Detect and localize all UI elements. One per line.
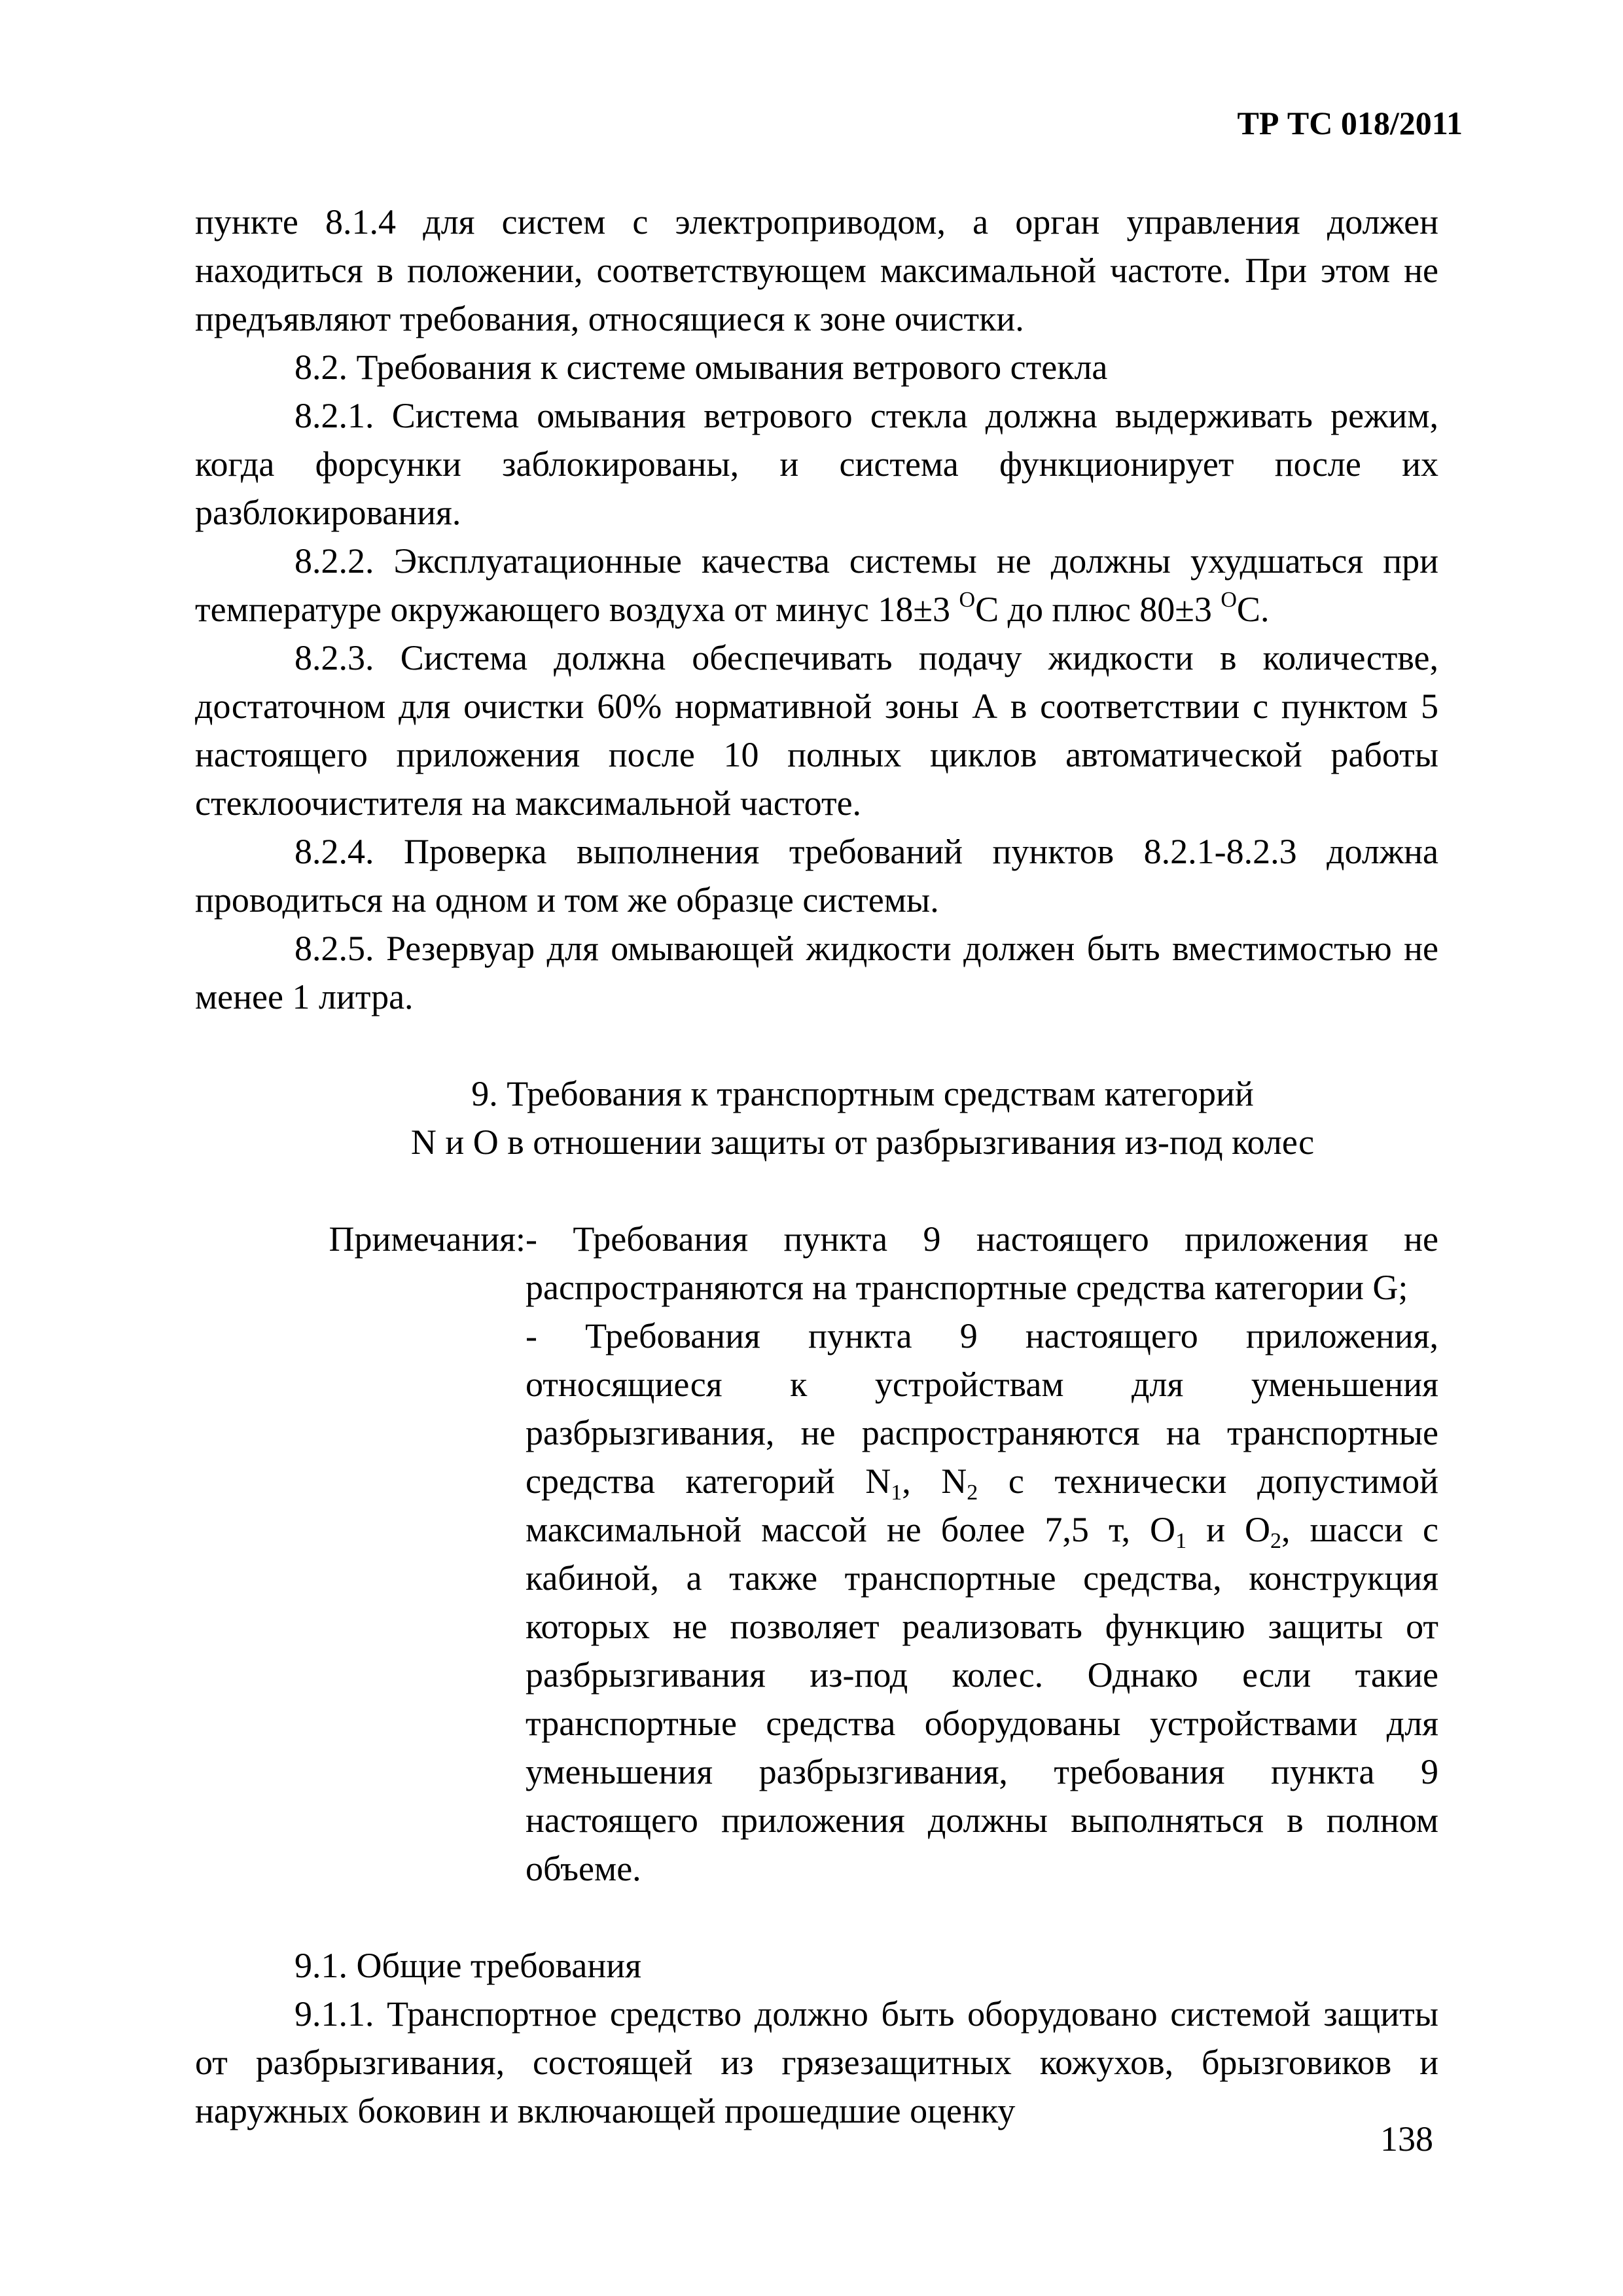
section-heading-9-line2: N и O в отношении защиты от разбрызгивания из-под колес — [410, 1122, 1315, 1162]
paragraph-8-2-1: 8.2.1. Система омывания ветрового стекла должна выдерживать режим, когда форсунки заблокированы, и система функционирует после их разблокирования. — [195, 396, 1438, 532]
note-1: - Требования пункта 9 настоящего приложения не распространяются на транспортные средства категории G; — [526, 1219, 1438, 1307]
note-2: - Требования пункта 9 настоящего приложения, относящиеся к устройствам для уменьшения разбрызгивания, не распространяются на транспортные средства категорий $N_1$, $N_2$ с технически допустимой максимальной массой не более 7,5 т, $O_1$ и $O_2$, шасси с кабиной, а также транспортные средства, конструкция которых не позволяет реализовать функцию защиты от разбрызгивания из-под колес. Однако если такие транспортные средства оборудованы устройствами для уменьшения разбрызгивания, требования пункта 9 настоящего приложения должны выполняться в полном объеме. — [526, 1316, 1439, 1888]
page-number: 138 — [1380, 2119, 1433, 2159]
document-code: ТР ТС 018/2011 — [1237, 105, 1463, 141]
section-heading-8-2: 8.2. Требования к системе омывания ветрового стекла — [294, 348, 1108, 387]
section-heading-9-line1: 9. Требования к транспортным средствам категорий — [471, 1074, 1254, 1113]
paragraph-continuation: пункте 8.1.4 для систем с электроприводом, а орган управления должен находиться в положении, соответствующем максимальной частоте. При этом не предъявляют требования, относящиеся к зоне очистки. — [195, 202, 1438, 338]
paragraph-8-2-5: 8.2.5. Резервуар для омывающей жидкости должен быть вместимостью не менее 1 литра. — [195, 929, 1438, 1016]
section-heading-9-1: 9.1. Общие требования — [294, 1946, 642, 1985]
section-heading-9 — [195, 1069, 1438, 1166]
page-body — [195, 198, 1438, 2135]
notes-body — [526, 1215, 1438, 1893]
paragraph-9-1-1: 9.1.1. Транспортное средство должно быть оборудовано системой защиты от разбрызгивания, состоящей из грязезащитных кожухов, брызговиков и наружных боковин и включающей прошедшие оценку — [195, 1994, 1438, 2130]
notes-label: Примечания: — [329, 1219, 526, 1259]
paragraph-8-2-4: 8.2.4. Проверка выполнения требований пунктов 8.2.1-8.2.3 должна проводиться на одном и том же образце системы. — [195, 832, 1438, 920]
paragraph-8-2-2: 8.2.2. Эксплуатационные качества системы не должны ухудшаться при температуре окружающего воздуха от минус 18±3 $^O$C до плюс 80±3 $^O$C. — [195, 541, 1438, 629]
notes-block — [195, 1215, 1438, 1893]
paragraph-8-2-3: 8.2.3. Система должна обеспечивать подачу жидкости в количестве, достаточном для очистки 60% нормативной зоны А в соответствии с пунктом 5 настоящего приложения после 10 полных циклов автоматической работы стеклоочистителя на максимальной частоте. — [195, 638, 1438, 823]
